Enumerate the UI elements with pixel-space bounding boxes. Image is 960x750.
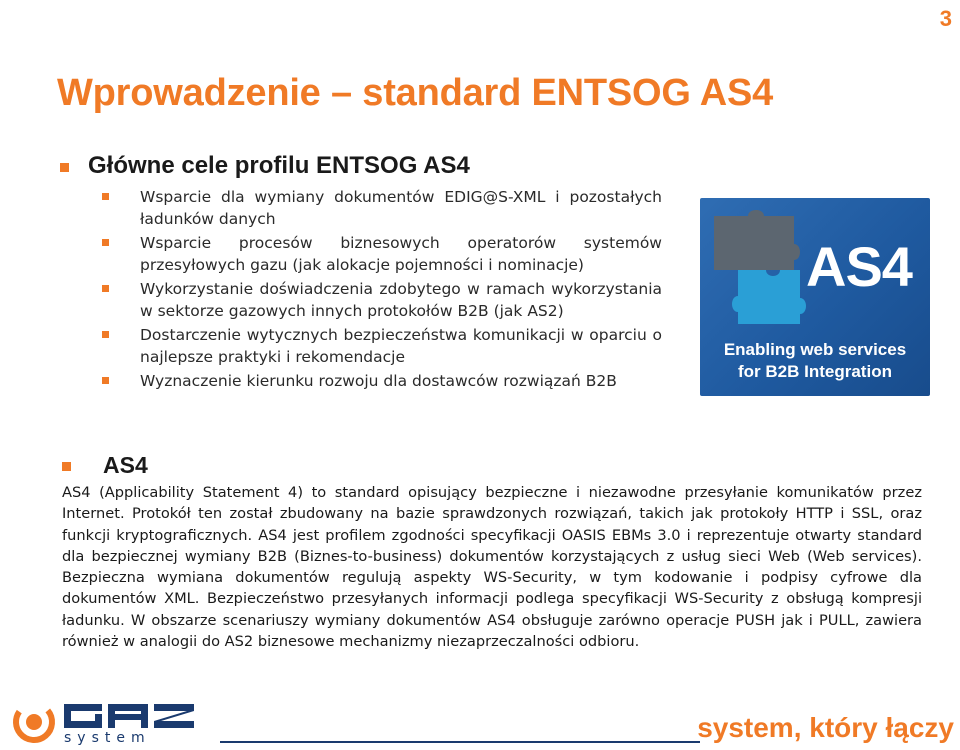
bullet-icon <box>102 239 109 246</box>
bullet-icon <box>62 462 71 471</box>
badge-tagline: Enabling web services <box>723 340 907 359</box>
as4-badge-image <box>700 198 930 396</box>
logo-text: system <box>64 730 151 746</box>
badge-label: AS4 <box>806 235 912 298</box>
footer-divider <box>220 741 700 743</box>
list-item: Wsparcie procesów biznesowych operatorów systemów przesyłowych gazu (jak alokacje pojemności i nominacje) <box>140 233 662 276</box>
bullet-icon <box>102 377 109 384</box>
bullet-icon <box>102 331 109 338</box>
bullet-icon <box>102 193 109 200</box>
slide-title: Wprowadzenie – standard ENTSOG AS4 <box>57 72 774 114</box>
page-number: 3 <box>939 6 952 31</box>
list-item: Wsparcie dla wymiany dokumentów EDIG@S-XML i pozostałych ładunków danych <box>140 187 662 230</box>
goals-heading: Główne cele profilu ENTSOG AS4 <box>88 152 470 179</box>
list-item: Wyznaczenie kierunku rozwoju dla dostawców rozwiązań B2B <box>140 371 662 393</box>
as4-heading: AS4 <box>103 452 148 478</box>
list-item: Dostarczenie wytycznych bezpieczeństwa komunikacji w oparciu o najlepsze praktyki i rekomendacje <box>140 325 662 368</box>
as4-description: AS4 (Applicability Statement 4) to standard opisujący bezpieczne i niezawodne przesyłanie komunikatów przez Internet. Protokół ten został zbudowany na bazie sprawdzonych rozwiązań, takich jak protokoły HTTP i SSL, oraz funkcji kryptograficznych. AS4 jest profilem zgodności specyfikacji OASIS EBMs 3.0 i reprezentuje otwarty standard dla bezpiecznej wymiany B2B (Biznes-to-business) dokumentów korzystających z usług sieci Web (Web services). Bezpieczna wymiana dokumentów regulują aspekty WS-Security, w tym kodowanie i podpisy cyfrowe dla dokumentów XML. Bezpieczeństwo przesyłanych informacji podlega specyfikacji WS-Security z obsługą kompresji ładunku. W obszarze scenariuszy wymiany dokumentów AS4 obsługuje zarówno operacje PUSH jak i PULL, zawiera również w analogii do AS2 biznesowe mechanizmy niezaprzeczalności odbioru. <box>62 484 922 651</box>
goals-list <box>140 187 662 396</box>
bullet-icon <box>60 163 69 172</box>
badge-tagline: for B2B Integration <box>738 362 892 381</box>
list-item: Wykorzystanie doświadczenia zdobytego w ramach wykorzystania w sektorze gazowych innych protokołów B2B (jak AS2) <box>140 279 662 322</box>
footer-slogan: system, który łączy <box>697 712 954 743</box>
bullet-icon <box>102 285 109 292</box>
puzzle-icon <box>708 208 818 328</box>
